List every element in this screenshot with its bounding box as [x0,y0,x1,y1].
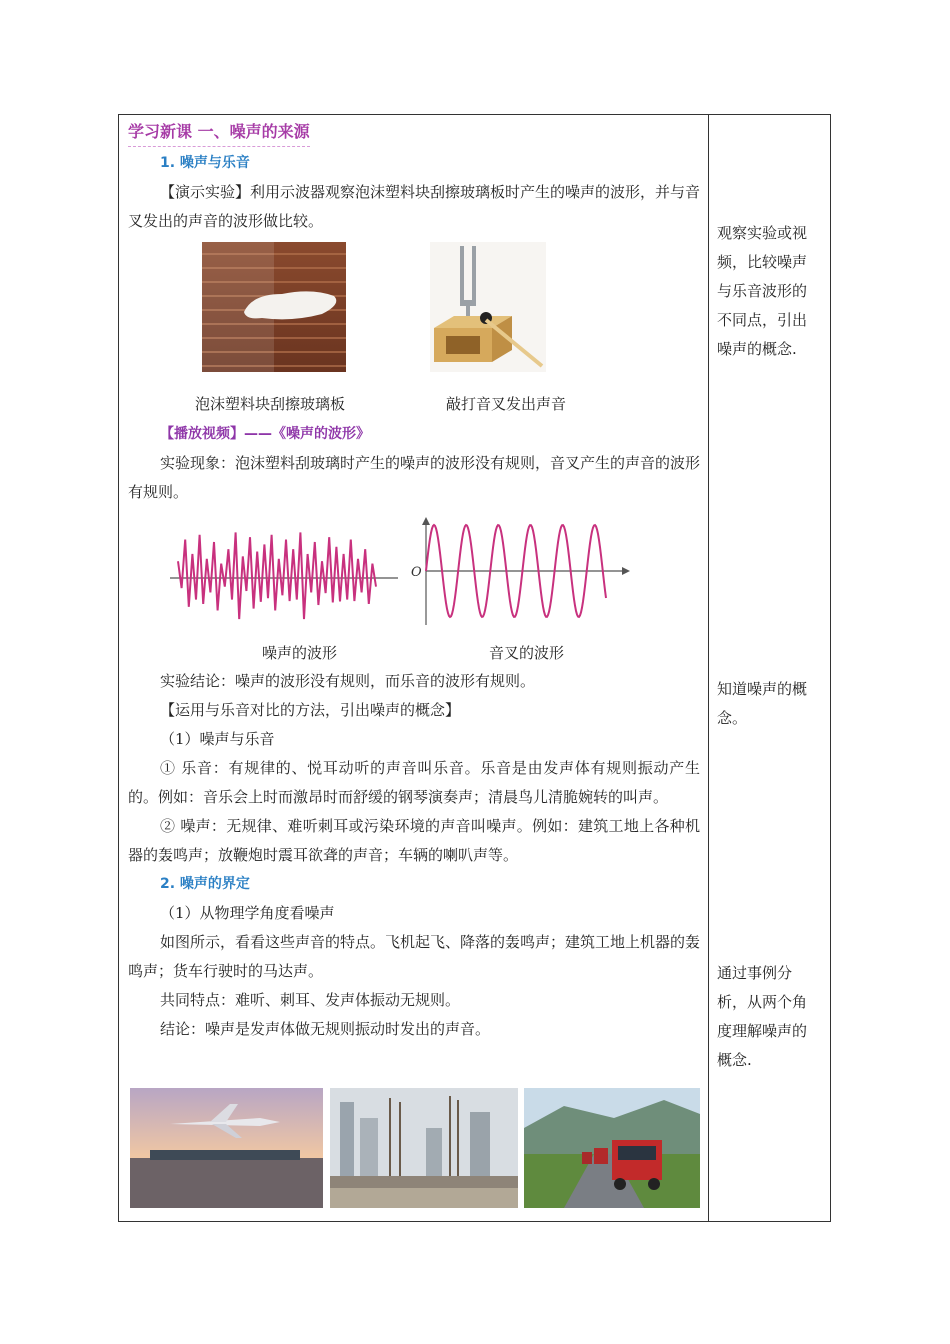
final-conclusion: 结论：噪声是发声体做无规则振动时发出的声音。 [160,1020,491,1038]
side-note-3: 通过事例分析，从两个角度理解噪声的概念. [717,964,808,1069]
origin-label: O [411,565,422,580]
subsection-title-1: 1. 噪声与乐音 [160,155,250,171]
side-note-1: 观察实验或视频，比较噪声与乐音波形的不同点，引出噪声的概念. [717,224,808,358]
main-column [128,114,700,1044]
method-paragraph: 【运用与乐音对比的方法，引出噪声的概念】 [160,701,461,719]
fork-caption: 敲打音叉发出声音 [446,395,567,413]
airplane-photo [130,1088,323,1208]
waveform-figure [128,515,700,635]
tuning-fork-waveform [400,515,640,635]
item2-title: （1）从物理学角度看噪声 [160,904,335,922]
foam-glass-image [202,242,346,372]
image-captions [128,390,700,420]
wave-captions [128,635,700,667]
experiment-images [128,240,700,390]
noise-wave-caption: 噪声的波形 [262,644,338,662]
observe-paragraph: 如图所示，看看这些声音的特点。飞机起飞、降落的轰鸣声；建筑工地上机器的轰鸣声；货车行驶时的马达声。 [128,933,701,980]
tuning-fork-image [430,242,546,372]
music-definition: ① 乐音：有规律的、悦耳动听的声音叫乐音。乐音是由发声体有规则振动产生的。例如：音乐会上时而激昂时而舒缓的钢琴演奏声；清晨鸟儿清脆婉转的叫声。 [128,759,700,806]
phenomenon-paragraph: 实验现象：泡沫塑料刮玻璃时产生的噪声的波形没有规则，音叉产生的声音的波形有规则。 [128,454,701,501]
foam-caption: 泡沫塑料块刮擦玻璃板 [195,395,346,413]
demo-paragraph: 【演示实验】利用示波器观察泡沫塑料块刮擦玻璃板时产生的噪声的波形，并与音叉发出的声音的波形做比较。 [128,183,701,230]
column-divider [708,114,709,1222]
subsection-title-2: 2. 噪声的界定 [160,876,250,892]
section-title: 学习新课 一、噪声的来源 [128,118,310,147]
conclusion-paragraph: 实验结论：噪声的波形没有规则，而乐音的波形有规则。 [160,672,536,690]
common-features: 共同特点：难听、刺耳、发声体振动无规则。 [160,991,461,1009]
noise-waveform [170,515,400,625]
construction-photo [330,1088,518,1208]
tone-wave-caption: 音叉的波形 [489,644,565,662]
noise-definition: ② 噪声：无规律、难听刺耳或污染环境的声音叫噪声。例如：建筑工地上各种机器的轰鸣声；放鞭炮时震耳欲聋的声音；车辆的喇叭声等。 [128,817,700,864]
video-label: 【播放视频】——《噪声的波形》 [160,426,370,442]
item1-title: （1）噪声与乐音 [160,730,275,748]
side-note-2: 知道噪声的概念。 [717,680,808,727]
truck-photo [524,1088,700,1208]
